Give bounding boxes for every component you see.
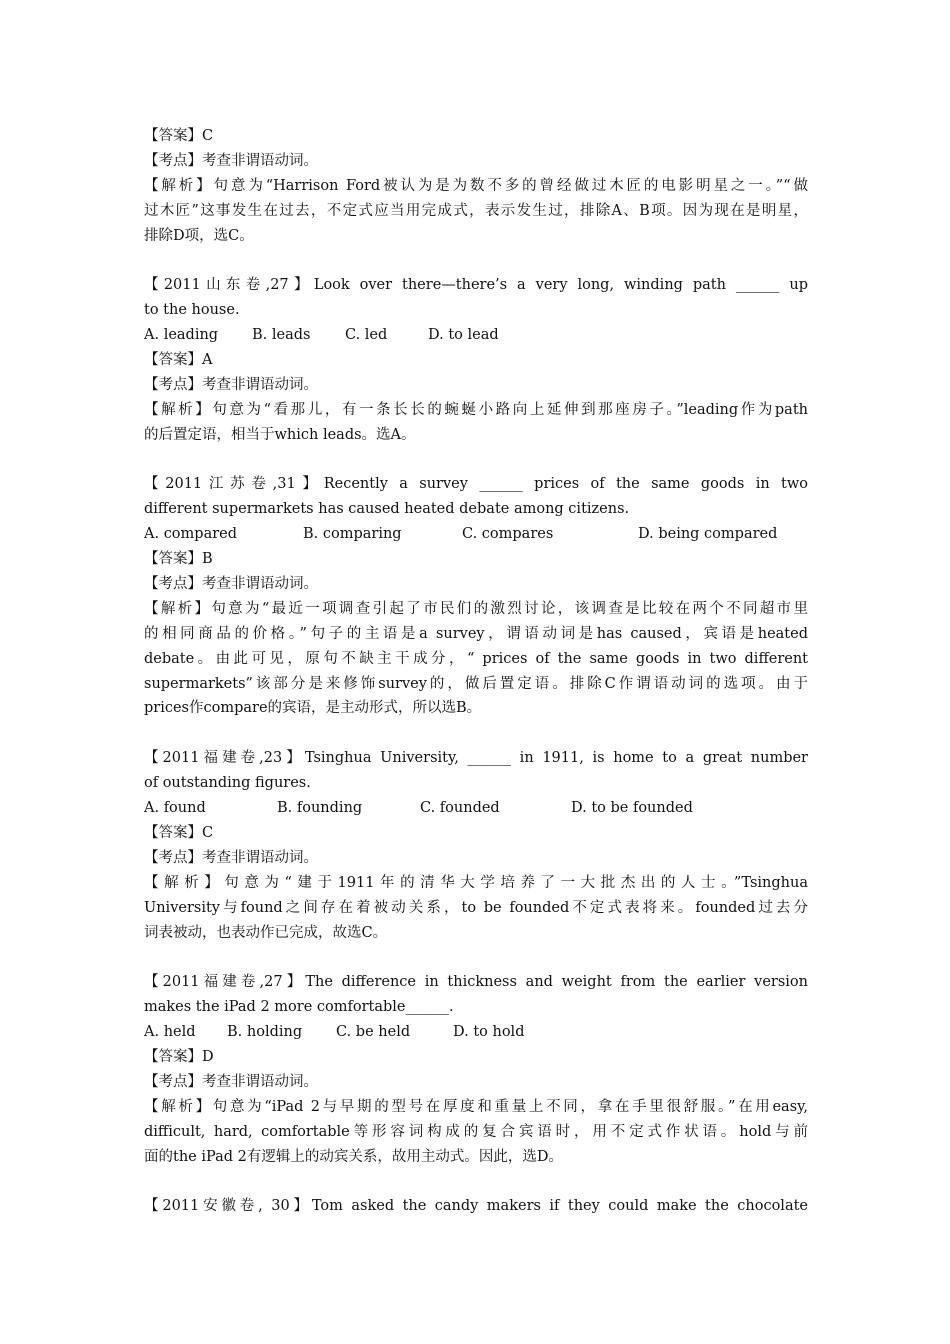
analysis-line: 词表被动，也表动作已完成，故选C。 [144, 924, 388, 941]
option-c: C. led [345, 327, 388, 344]
point-line: 【考点】考查非谓语动词。 [144, 1073, 318, 1090]
option-c: C. compares [462, 526, 554, 543]
paragraph-gap [144, 1169, 808, 1194]
option-a: A. leading [144, 327, 219, 344]
document-page [144, 124, 808, 1219]
analysis-line: 【解析】句意为“Harrison Ford被认为是为数不多的曾经做过木匠的电影明星之一。”“做 [144, 177, 808, 194]
analysis-line: 面的the iPad 2有逻辑上的动宾关系，故用主动式。因此，选D。 [144, 1148, 563, 1165]
option-b: B. leads [252, 327, 311, 344]
paragraph-gap [144, 248, 808, 273]
analysis-line: 【解析】句意为“看那儿，有一条长长的蜿蜒小路向上延伸到那座房子。”leading作为path [144, 401, 808, 418]
question-line: different supermarkets has caused heated debate among citizens. [144, 501, 630, 518]
option-d: D. to hold [453, 1024, 525, 1041]
paragraph-gap [144, 448, 808, 473]
analysis-line: 的后置定语，相当于which leads。选A。 [144, 426, 416, 443]
analysis-line: 【解析】句意为“最近一项调查引起了市民们的激烈讨论，该调查是比较在两个不同超市里 [144, 600, 808, 617]
options-line [144, 796, 808, 821]
analysis-line: University与found之间存在着被动关系，to be founded不定式表将来。founded过去分 [144, 899, 808, 916]
question-line: 【2011福建卷,27】The difference in thickness and weight from the earlier version [144, 974, 808, 991]
analysis-line: difficult, hard, comfortable等形容词构成的复合宾语时，用不定式作状语。hold与前 [144, 1123, 808, 1140]
option-b: B. founding [277, 800, 363, 817]
option-a: A. found [144, 800, 206, 817]
answer-line: 【答案】B [144, 551, 213, 568]
option-a: A. compared [144, 526, 238, 543]
answer-line: 【答案】C [144, 824, 214, 841]
option-d: D. being compared [638, 526, 778, 543]
option-b: B. holding [227, 1024, 303, 1041]
point-line: 【考点】考查非谓语动词。 [144, 376, 318, 393]
question-line: 【2011福建卷,23】Tsinghua University, ______ in 1911, is home to a great number [144, 750, 808, 767]
options-line [144, 323, 808, 348]
question-line: 【2011山东卷,27】Look over there—there’s a very long, winding path ______ up [144, 277, 808, 294]
option-c: C. be held [336, 1024, 411, 1041]
option-d: D. to be founded [571, 800, 693, 817]
paragraph-gap [144, 945, 808, 970]
question-line: makes the iPad 2 more comfortable______. [144, 999, 454, 1016]
paragraph-gap [144, 721, 808, 746]
option-b: B. comparing [303, 526, 402, 543]
analysis-line: debate。由此可见，原句不缺主干成分，“ prices of the same goods in two different [144, 650, 808, 667]
analysis-line: 的相同商品的价格。”句子的主语是a survey，谓语动词是has caused，宾语是heated [144, 625, 808, 642]
question-line: 【2011江苏卷,31】Recently a survey ______ prices of the same goods in two [144, 476, 808, 493]
options-line [144, 1020, 808, 1045]
point-line: 【考点】考查非谓语动词。 [144, 849, 318, 866]
question-line: 【2011安徽卷, 30】Tom asked the candy makers if they could make the chocolate [144, 1198, 808, 1215]
analysis-line: prices作compare的宾语，是主动形式，所以选B。 [144, 700, 482, 717]
answer-line: 【答案】A [144, 352, 213, 369]
point-line: 【考点】考查非谓语动词。 [144, 152, 318, 169]
question-line: to the house. [144, 302, 240, 319]
options-line [144, 522, 808, 547]
analysis-line: supermarkets”该部分是来修饰survey的，做后置定语。排除C作谓语动词的选项。由于 [144, 675, 808, 692]
analysis-line: 【解析】句意为“iPad 2与早期的型号在厚度和重量上不同，拿在手里很舒服。”在用easy, [144, 1098, 808, 1115]
answer-line: 【答案】C [144, 128, 214, 144]
option-d: D. to lead [428, 327, 499, 344]
answer-line: 【答案】D [144, 1048, 214, 1065]
analysis-line: 过木匠”这事发生在过去，不定式应当用完成式，表示发生过，排除A、B项。因为现在是明星， [144, 202, 808, 219]
option-a: A. held [144, 1024, 196, 1041]
point-line: 【考点】考查非谓语动词。 [144, 576, 318, 593]
option-c: C. founded [420, 800, 500, 817]
question-line: of outstanding figures. [144, 775, 311, 792]
analysis-line: 排除D项，选C。 [144, 227, 254, 244]
analysis-line: 【解析】句意为“建于1911年的清华大学培养了一大批杰出的人士。”Tsinghua [144, 874, 808, 891]
